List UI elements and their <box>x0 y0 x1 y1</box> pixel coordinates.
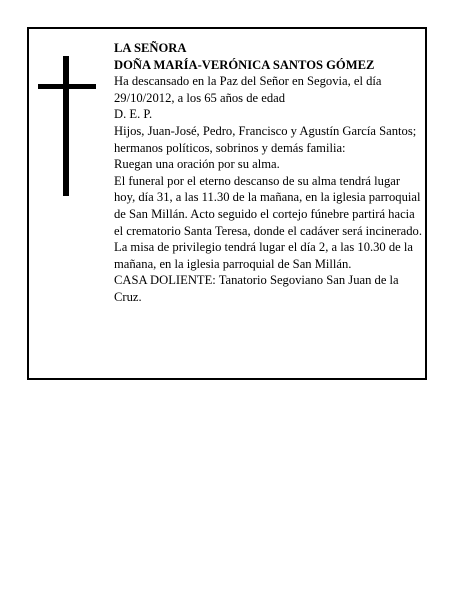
death-info: Ha descansado en la Paz del Señor en Segovia, el día 29/10/2012, a los 65 años de edad <box>114 74 382 105</box>
family-list: Hijos, Juan-José, Pedro, Francisco y Agustín García Santos; hermanos políticos, sobrinos y demás familia: <box>114 123 417 155</box>
casa-doliente: CASA DOLIENTE: Tanatorio Segoviano San Juan de la Cruz. <box>114 273 399 304</box>
notice-heading: LA SEÑORA <box>114 41 187 55</box>
cross-horizontal-bar <box>38 84 96 89</box>
funeral-details: El funeral por el eterno descanso de su alma tendrá lugar hoy, día 31, a las 11.30 de la mañana, en la iglesia parroquial de San Millán. Acto seguido el cortejo fúnebre partirá hacia el crematorio Santa Teresa, donde el cadáver será incinerado. La misa de privilegio tendrá lugar el día 2, a las 10.30 de la mañana, en la iglesia parroquial de San Millán. <box>114 173 422 271</box>
dep-text: D. E. P. <box>114 107 153 122</box>
cross-vertical-bar <box>63 56 69 196</box>
deceased-name: DOÑA MARÍA-VERÓNICA SANTOS GÓMEZ <box>114 57 375 72</box>
prayer-request: Ruegan una oración por su alma. <box>114 157 280 172</box>
notice-text-block <box>114 40 422 306</box>
